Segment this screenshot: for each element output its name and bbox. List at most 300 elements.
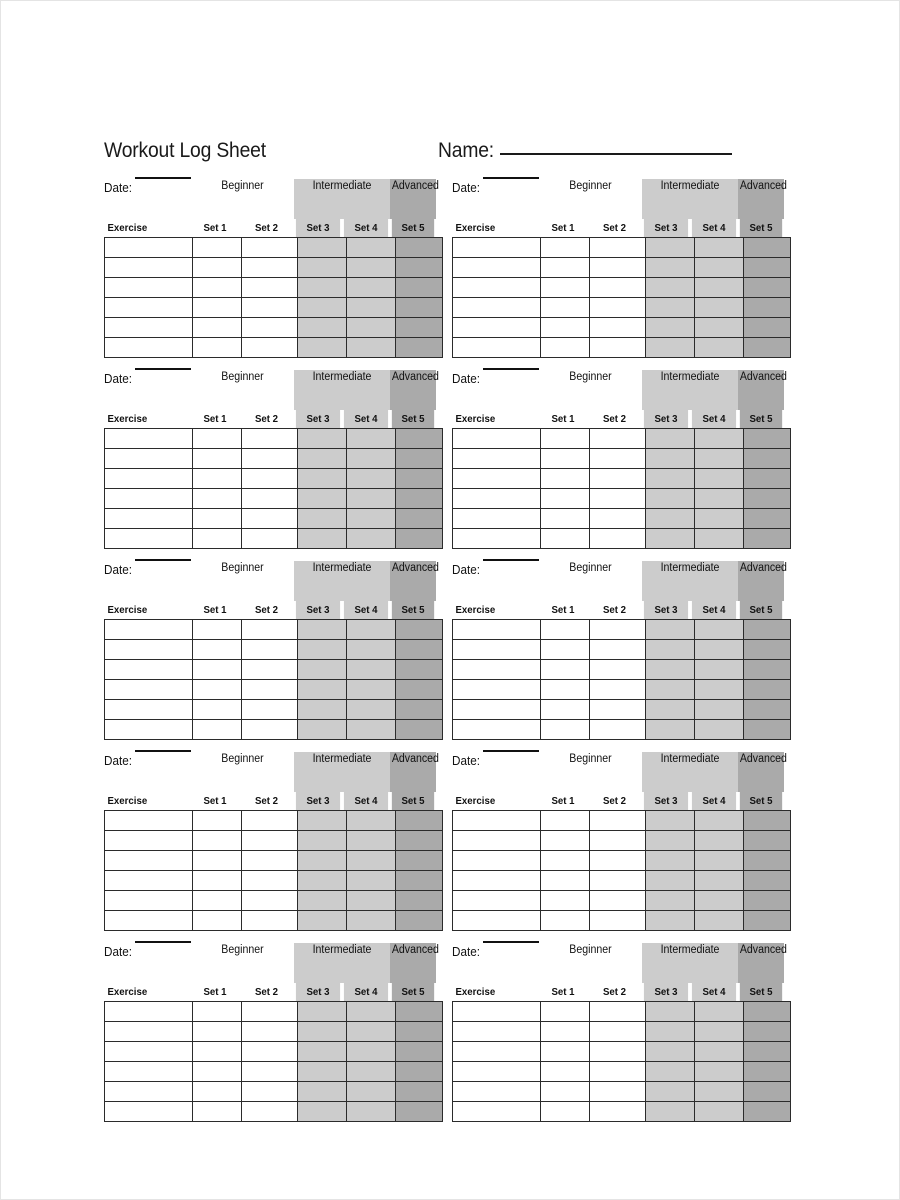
cell-set2[interactable] [242, 278, 298, 298]
cell-exercise[interactable] [453, 660, 541, 680]
cell-set3[interactable] [298, 831, 347, 851]
cell-exercise[interactable] [105, 529, 193, 549]
cell-exercise[interactable] [453, 871, 541, 891]
cell-set5[interactable] [744, 811, 791, 831]
cell-set5[interactable] [744, 620, 791, 640]
cell-set4[interactable] [695, 1042, 744, 1062]
cell-set3[interactable] [298, 1042, 347, 1062]
cell-exercise[interactable] [105, 1042, 193, 1062]
cell-exercise[interactable] [105, 1062, 193, 1082]
cell-set2[interactable] [242, 1042, 298, 1062]
cell-set5[interactable] [396, 680, 443, 700]
cell-set2[interactable] [242, 338, 298, 358]
cell-set1[interactable] [193, 851, 242, 871]
cell-set3[interactable] [646, 489, 695, 509]
cell-set1[interactable] [541, 1002, 590, 1022]
cell-set1[interactable] [541, 489, 590, 509]
cell-set5[interactable] [744, 1002, 791, 1022]
cell-set1[interactable] [541, 298, 590, 318]
cell-set2[interactable] [590, 851, 646, 871]
cell-set5[interactable] [744, 640, 791, 660]
cell-set1[interactable] [541, 1062, 590, 1082]
cell-set4[interactable] [347, 911, 396, 931]
date-input-rule[interactable] [135, 368, 191, 370]
cell-exercise[interactable] [105, 831, 193, 851]
cell-set4[interactable] [347, 238, 396, 258]
cell-set4[interactable] [347, 640, 396, 660]
cell-set5[interactable] [396, 1102, 443, 1122]
cell-set1[interactable] [193, 700, 242, 720]
cell-set3[interactable] [646, 1082, 695, 1102]
cell-set5[interactable] [744, 720, 791, 740]
date-input-rule[interactable] [483, 941, 539, 943]
cell-set4[interactable] [347, 851, 396, 871]
cell-set1[interactable] [541, 529, 590, 549]
date-field[interactable] [452, 179, 539, 219]
cell-exercise[interactable] [105, 680, 193, 700]
cell-set5[interactable] [396, 529, 443, 549]
cell-set2[interactable] [242, 449, 298, 469]
cell-exercise[interactable] [105, 238, 193, 258]
cell-set4[interactable] [695, 660, 744, 680]
cell-set2[interactable] [590, 640, 646, 660]
cell-set5[interactable] [396, 851, 443, 871]
cell-set1[interactable] [193, 911, 242, 931]
cell-set5[interactable] [744, 258, 791, 278]
cell-set5[interactable] [744, 1022, 791, 1042]
cell-set2[interactable] [242, 871, 298, 891]
cell-exercise[interactable] [105, 469, 193, 489]
cell-set4[interactable] [695, 318, 744, 338]
cell-exercise[interactable] [453, 429, 541, 449]
cell-set4[interactable] [347, 1082, 396, 1102]
cell-set1[interactable] [193, 238, 242, 258]
cell-set1[interactable] [541, 469, 590, 489]
cell-set2[interactable] [242, 1022, 298, 1042]
cell-exercise[interactable] [105, 891, 193, 911]
cell-set3[interactable] [646, 871, 695, 891]
cell-set4[interactable] [695, 509, 744, 529]
cell-set4[interactable] [347, 469, 396, 489]
cell-set1[interactable] [541, 1102, 590, 1122]
cell-set3[interactable] [646, 429, 695, 449]
cell-exercise[interactable] [453, 318, 541, 338]
cell-exercise[interactable] [105, 449, 193, 469]
cell-set1[interactable] [193, 891, 242, 911]
cell-set2[interactable] [590, 911, 646, 931]
cell-set4[interactable] [695, 489, 744, 509]
cell-exercise[interactable] [105, 1102, 193, 1122]
cell-set2[interactable] [242, 1062, 298, 1082]
cell-set3[interactable] [646, 298, 695, 318]
cell-set1[interactable] [541, 720, 590, 740]
cell-set4[interactable] [347, 429, 396, 449]
cell-exercise[interactable] [453, 509, 541, 529]
cell-set1[interactable] [193, 318, 242, 338]
cell-set4[interactable] [695, 831, 744, 851]
cell-set3[interactable] [298, 1022, 347, 1042]
cell-set5[interactable] [396, 489, 443, 509]
cell-set5[interactable] [396, 1022, 443, 1042]
cell-exercise[interactable] [453, 1102, 541, 1122]
cell-set2[interactable] [590, 258, 646, 278]
cell-set3[interactable] [298, 449, 347, 469]
cell-set5[interactable] [744, 529, 791, 549]
cell-set1[interactable] [541, 238, 590, 258]
cell-set2[interactable] [590, 660, 646, 680]
cell-set4[interactable] [695, 338, 744, 358]
cell-set5[interactable] [396, 278, 443, 298]
cell-set1[interactable] [193, 620, 242, 640]
cell-set5[interactable] [396, 318, 443, 338]
cell-set3[interactable] [646, 1102, 695, 1122]
cell-set4[interactable] [695, 720, 744, 740]
cell-exercise[interactable] [453, 258, 541, 278]
date-input-rule[interactable] [135, 941, 191, 943]
cell-exercise[interactable] [453, 1082, 541, 1102]
cell-set5[interactable] [396, 238, 443, 258]
cell-set1[interactable] [193, 278, 242, 298]
cell-set4[interactable] [347, 891, 396, 911]
cell-set2[interactable] [590, 429, 646, 449]
date-field[interactable] [104, 943, 191, 983]
cell-set5[interactable] [744, 871, 791, 891]
cell-exercise[interactable] [453, 1002, 541, 1022]
cell-set2[interactable] [590, 318, 646, 338]
cell-set4[interactable] [347, 1062, 396, 1082]
cell-set4[interactable] [695, 620, 744, 640]
cell-set4[interactable] [347, 620, 396, 640]
cell-exercise[interactable] [105, 338, 193, 358]
cell-set5[interactable] [396, 811, 443, 831]
cell-set1[interactable] [193, 1082, 242, 1102]
cell-set5[interactable] [744, 851, 791, 871]
cell-set5[interactable] [396, 891, 443, 911]
cell-set3[interactable] [298, 529, 347, 549]
cell-set1[interactable] [541, 1042, 590, 1062]
cell-set3[interactable] [298, 911, 347, 931]
cell-set4[interactable] [695, 429, 744, 449]
cell-set1[interactable] [193, 298, 242, 318]
cell-exercise[interactable] [453, 489, 541, 509]
cell-set2[interactable] [590, 1062, 646, 1082]
cell-set4[interactable] [347, 811, 396, 831]
cell-exercise[interactable] [105, 278, 193, 298]
cell-set2[interactable] [242, 1082, 298, 1102]
cell-set5[interactable] [396, 1002, 443, 1022]
cell-set3[interactable] [646, 318, 695, 338]
cell-set1[interactable] [541, 660, 590, 680]
cell-set1[interactable] [193, 449, 242, 469]
cell-exercise[interactable] [453, 680, 541, 700]
cell-set3[interactable] [646, 680, 695, 700]
cell-set2[interactable] [242, 620, 298, 640]
cell-set3[interactable] [298, 811, 347, 831]
cell-set1[interactable] [193, 1002, 242, 1022]
cell-exercise[interactable] [105, 720, 193, 740]
cell-set4[interactable] [347, 338, 396, 358]
cell-exercise[interactable] [105, 318, 193, 338]
cell-exercise[interactable] [453, 1022, 541, 1042]
cell-set4[interactable] [695, 871, 744, 891]
cell-set3[interactable] [298, 489, 347, 509]
cell-set3[interactable] [298, 469, 347, 489]
cell-set2[interactable] [590, 449, 646, 469]
date-input-rule[interactable] [135, 559, 191, 561]
cell-set3[interactable] [646, 700, 695, 720]
cell-set2[interactable] [590, 298, 646, 318]
cell-set5[interactable] [396, 620, 443, 640]
cell-set1[interactable] [541, 509, 590, 529]
cell-set3[interactable] [298, 851, 347, 871]
cell-set1[interactable] [193, 338, 242, 358]
date-field[interactable] [104, 752, 191, 792]
cell-exercise[interactable] [105, 429, 193, 449]
cell-set1[interactable] [193, 509, 242, 529]
cell-set1[interactable] [193, 1042, 242, 1062]
cell-set2[interactable] [242, 469, 298, 489]
cell-set3[interactable] [646, 469, 695, 489]
cell-set1[interactable] [541, 1082, 590, 1102]
cell-set2[interactable] [590, 238, 646, 258]
cell-set1[interactable] [193, 680, 242, 700]
cell-set5[interactable] [396, 1042, 443, 1062]
cell-exercise[interactable] [453, 891, 541, 911]
cell-set4[interactable] [347, 680, 396, 700]
cell-set4[interactable] [347, 318, 396, 338]
cell-set2[interactable] [590, 338, 646, 358]
date-input-rule[interactable] [135, 177, 191, 179]
cell-set3[interactable] [298, 258, 347, 278]
cell-exercise[interactable] [105, 640, 193, 660]
cell-set5[interactable] [396, 700, 443, 720]
cell-set4[interactable] [347, 258, 396, 278]
date-field[interactable] [104, 561, 191, 601]
cell-set3[interactable] [646, 338, 695, 358]
cell-set2[interactable] [590, 469, 646, 489]
cell-set4[interactable] [695, 911, 744, 931]
cell-set3[interactable] [298, 338, 347, 358]
cell-set2[interactable] [242, 720, 298, 740]
cell-set3[interactable] [298, 720, 347, 740]
cell-set1[interactable] [541, 258, 590, 278]
cell-set1[interactable] [193, 640, 242, 660]
cell-set3[interactable] [646, 851, 695, 871]
cell-set3[interactable] [298, 871, 347, 891]
cell-exercise[interactable] [453, 278, 541, 298]
cell-set5[interactable] [744, 298, 791, 318]
cell-exercise[interactable] [453, 720, 541, 740]
cell-set1[interactable] [541, 871, 590, 891]
cell-set1[interactable] [193, 1062, 242, 1082]
cell-set5[interactable] [744, 911, 791, 931]
cell-set3[interactable] [298, 318, 347, 338]
cell-set1[interactable] [541, 700, 590, 720]
cell-set1[interactable] [541, 338, 590, 358]
cell-set2[interactable] [590, 1102, 646, 1122]
cell-set3[interactable] [646, 1042, 695, 1062]
date-field[interactable] [452, 752, 539, 792]
cell-set4[interactable] [695, 298, 744, 318]
cell-set1[interactable] [193, 489, 242, 509]
cell-set2[interactable] [242, 700, 298, 720]
cell-set3[interactable] [298, 660, 347, 680]
date-field[interactable] [452, 561, 539, 601]
cell-set5[interactable] [744, 700, 791, 720]
cell-set4[interactable] [347, 1002, 396, 1022]
cell-set2[interactable] [590, 1002, 646, 1022]
cell-set2[interactable] [242, 318, 298, 338]
cell-set5[interactable] [744, 469, 791, 489]
cell-exercise[interactable] [453, 298, 541, 318]
cell-set3[interactable] [298, 1002, 347, 1022]
cell-set4[interactable] [347, 1022, 396, 1042]
cell-set1[interactable] [541, 449, 590, 469]
cell-set3[interactable] [298, 891, 347, 911]
cell-set3[interactable] [298, 1062, 347, 1082]
cell-set1[interactable] [193, 811, 242, 831]
cell-set4[interactable] [347, 298, 396, 318]
cell-set2[interactable] [590, 811, 646, 831]
cell-set4[interactable] [695, 529, 744, 549]
cell-set3[interactable] [298, 1082, 347, 1102]
cell-set3[interactable] [646, 911, 695, 931]
cell-exercise[interactable] [453, 620, 541, 640]
cell-set4[interactable] [347, 278, 396, 298]
cell-exercise[interactable] [105, 871, 193, 891]
cell-set4[interactable] [695, 238, 744, 258]
cell-set3[interactable] [298, 238, 347, 258]
cell-set4[interactable] [695, 891, 744, 911]
cell-set2[interactable] [242, 831, 298, 851]
cell-set4[interactable] [347, 449, 396, 469]
cell-set5[interactable] [396, 338, 443, 358]
cell-set3[interactable] [646, 891, 695, 911]
cell-set1[interactable] [193, 258, 242, 278]
cell-set5[interactable] [744, 680, 791, 700]
cell-set2[interactable] [590, 1082, 646, 1102]
cell-exercise[interactable] [105, 911, 193, 931]
cell-set2[interactable] [242, 640, 298, 660]
cell-set5[interactable] [396, 640, 443, 660]
cell-exercise[interactable] [453, 1042, 541, 1062]
cell-set3[interactable] [646, 238, 695, 258]
cell-exercise[interactable] [105, 851, 193, 871]
cell-set3[interactable] [646, 831, 695, 851]
cell-set5[interactable] [396, 449, 443, 469]
cell-set1[interactable] [541, 1022, 590, 1042]
cell-set2[interactable] [590, 489, 646, 509]
date-field[interactable] [104, 370, 191, 410]
cell-set5[interactable] [744, 1062, 791, 1082]
cell-exercise[interactable] [105, 1022, 193, 1042]
cell-set2[interactable] [590, 1022, 646, 1042]
cell-set1[interactable] [541, 811, 590, 831]
cell-set1[interactable] [541, 278, 590, 298]
cell-exercise[interactable] [453, 911, 541, 931]
cell-set2[interactable] [590, 831, 646, 851]
cell-exercise[interactable] [453, 811, 541, 831]
cell-exercise[interactable] [105, 1082, 193, 1102]
cell-set2[interactable] [242, 529, 298, 549]
date-field[interactable] [452, 943, 539, 983]
cell-set2[interactable] [242, 258, 298, 278]
cell-set2[interactable] [242, 911, 298, 931]
cell-set1[interactable] [541, 831, 590, 851]
cell-set5[interactable] [744, 509, 791, 529]
cell-set4[interactable] [695, 278, 744, 298]
cell-set5[interactable] [744, 429, 791, 449]
cell-set3[interactable] [646, 278, 695, 298]
cell-set1[interactable] [193, 469, 242, 489]
date-field[interactable] [104, 179, 191, 219]
cell-set1[interactable] [193, 831, 242, 851]
cell-exercise[interactable] [105, 811, 193, 831]
cell-set4[interactable] [695, 680, 744, 700]
cell-set5[interactable] [396, 429, 443, 449]
cell-set4[interactable] [695, 1102, 744, 1122]
cell-set4[interactable] [695, 851, 744, 871]
cell-set4[interactable] [695, 469, 744, 489]
cell-set2[interactable] [590, 529, 646, 549]
cell-set3[interactable] [298, 298, 347, 318]
cell-set1[interactable] [541, 911, 590, 931]
name-field[interactable] [438, 139, 732, 163]
cell-set3[interactable] [646, 720, 695, 740]
cell-set1[interactable] [541, 620, 590, 640]
cell-set4[interactable] [695, 640, 744, 660]
cell-set4[interactable] [695, 1082, 744, 1102]
cell-set1[interactable] [541, 318, 590, 338]
cell-set3[interactable] [646, 811, 695, 831]
cell-set2[interactable] [590, 720, 646, 740]
cell-set1[interactable] [193, 529, 242, 549]
cell-set4[interactable] [347, 1042, 396, 1062]
cell-exercise[interactable] [453, 238, 541, 258]
cell-set5[interactable] [744, 489, 791, 509]
cell-set4[interactable] [347, 489, 396, 509]
cell-exercise[interactable] [105, 700, 193, 720]
cell-set3[interactable] [298, 278, 347, 298]
cell-set1[interactable] [541, 640, 590, 660]
cell-set5[interactable] [744, 1082, 791, 1102]
date-input-rule[interactable] [135, 750, 191, 752]
cell-set5[interactable] [744, 1042, 791, 1062]
cell-set3[interactable] [646, 1022, 695, 1042]
cell-set4[interactable] [347, 700, 396, 720]
cell-set2[interactable] [242, 1102, 298, 1122]
cell-set5[interactable] [744, 338, 791, 358]
cell-set5[interactable] [744, 1102, 791, 1122]
cell-set2[interactable] [242, 298, 298, 318]
cell-set3[interactable] [298, 509, 347, 529]
cell-set5[interactable] [396, 1062, 443, 1082]
cell-set3[interactable] [646, 640, 695, 660]
cell-set2[interactable] [590, 700, 646, 720]
cell-set2[interactable] [242, 1002, 298, 1022]
cell-exercise[interactable] [453, 529, 541, 549]
cell-set4[interactable] [347, 1102, 396, 1122]
cell-set5[interactable] [744, 660, 791, 680]
date-input-rule[interactable] [483, 368, 539, 370]
cell-exercise[interactable] [105, 298, 193, 318]
cell-set2[interactable] [242, 238, 298, 258]
cell-set2[interactable] [242, 489, 298, 509]
cell-set1[interactable] [541, 429, 590, 449]
cell-set1[interactable] [193, 429, 242, 449]
cell-exercise[interactable] [453, 640, 541, 660]
cell-set5[interactable] [396, 660, 443, 680]
